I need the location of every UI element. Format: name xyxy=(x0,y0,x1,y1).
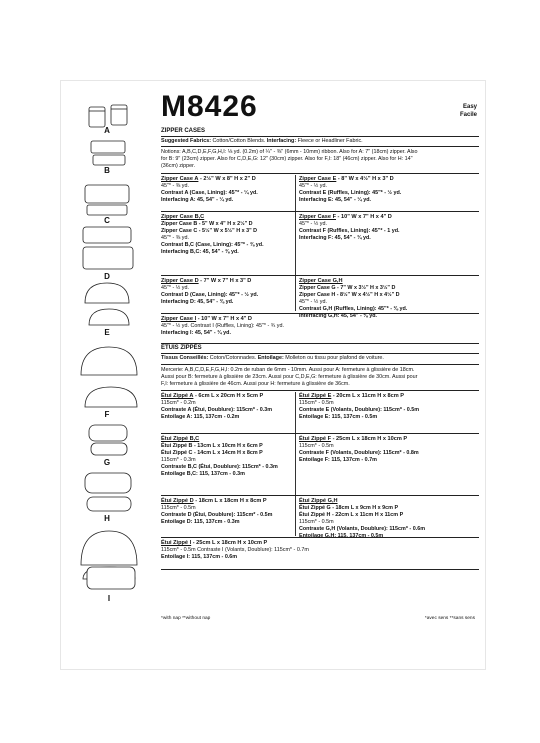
yardage-block xyxy=(161,436,278,478)
yardage-line: 45"* - ½ yd. xyxy=(299,299,327,305)
divider xyxy=(161,343,479,344)
divider xyxy=(161,353,479,354)
yardage-block-title: Étui Zippé B,C xyxy=(161,436,200,442)
yardage-line: Entoilage E: 115, 137cm - 0.5m xyxy=(299,414,378,420)
yardage-block xyxy=(161,498,272,526)
yardage-block-title: Zipper Case A - 2½" W x 8" H x 2" D xyxy=(161,176,256,182)
yardage-line: Zipper Case C - 5½" W x 5½" H x 3" D xyxy=(161,228,258,234)
yardage-block xyxy=(161,176,258,204)
yardage-line: Zipper Case G - 7" W x 3½" H x 3½" D xyxy=(299,285,396,291)
yardage-line: Interfacing D: 45, 54" - ⅜ yd. xyxy=(161,299,234,305)
footnote-en: *with nap **without nap xyxy=(161,616,211,621)
yardage-line: Contraste A (Étui, Doublure): 115cm* - 0.3m xyxy=(161,407,273,413)
yardage-line: Contraste E (Volants, Doublure): 115cm* - 0.5m xyxy=(299,407,420,413)
yardage-block xyxy=(161,393,272,421)
yardage-block xyxy=(161,214,264,256)
case-f-sketch xyxy=(81,347,137,407)
yardage-line: Étui Zippé C - 14cm L x 14cm H x 8cm P xyxy=(161,450,263,456)
yardage-line: Entoilage D: 115, 137cm - 0.3m xyxy=(161,519,240,525)
case-b-sketch xyxy=(91,141,125,165)
case-g-sketch xyxy=(89,425,127,455)
yardage-block-title: Zipper Case G,H xyxy=(299,278,343,284)
column-divider xyxy=(295,392,296,536)
yardage-line: Contrast E (Ruffles, Lining): 45"* - ½ yd. xyxy=(299,190,402,196)
case-a-sketch xyxy=(89,105,127,127)
yardage-line: 115cm* - 0.5m xyxy=(161,505,196,511)
yardage-line: 115cm* - 0.3m xyxy=(161,457,196,463)
divider xyxy=(161,569,479,570)
mercerie: Mercerie: A,B,C,D,E,F,G,H,I: 0.2m de ruban de 6mm - 10mm. Aussi pour A: fermeture à glissière de 18cm. Aussi pour B: fermeture à glissière de 23cm. Aussi pour C,D,E,G: fermeture à glissière de 30cm. Aussi pour F,I: fermeture à glissière de 46cm. Aussi pour H: fermeture à glissière de 36cm. xyxy=(161,367,418,387)
yardage-block xyxy=(161,540,309,561)
yardage-block-title: Étui Zippé E - 20cm L x 11cm H x 8cm P xyxy=(299,393,404,399)
notions: Notions: A,B,C,D,E,F,G,H,I: ⅛ yd. (0.2m) of ¼" - ⅜" (6mm - 10mm) ribbon. Also for A: 7" (18cm) zipper. Also for B: 9" (23cm) zipper. Also for C,D,E,G: 12" (30cm) zipper. Also for F,I: 18" (46cm) zipper. Also for H: 14" (36cm) zipper. xyxy=(161,149,418,169)
yardage-line: Contraste B,C (Étui, Doublure): 115cm* - 0.3m xyxy=(161,464,278,470)
view-label-g: G xyxy=(103,458,111,467)
view-label-c: C xyxy=(104,216,110,225)
tissus-conseilles: Tissus Conseillés: Coton/Cotonnades. Entoilage: Molleton ou tissu pour plafond de voiture. xyxy=(161,355,384,361)
yardage-block xyxy=(299,436,419,464)
yardage-block xyxy=(299,214,400,242)
yardage-line: Interfacing B,C: 45, 54" - ⅜ yd. xyxy=(161,249,239,255)
yardage-block-title: Étui Zippé A - 6cm L x 20cm H x 5cm P xyxy=(161,393,264,399)
pattern-envelope-back xyxy=(60,80,486,670)
yardage-block-title: Étui Zippé I - 25cm L x 18cm H x 10cm P xyxy=(161,540,268,546)
case-c-sketch xyxy=(85,185,129,215)
view-label-i: I xyxy=(107,594,111,603)
view-label-e: E xyxy=(104,328,110,337)
case-i-sketch xyxy=(81,531,137,589)
section-title-fr: ÉTUIS ZIPPÉS xyxy=(161,345,202,351)
yardage-line: Entoilage A: 115, 137cm - 0.2m xyxy=(161,414,240,420)
yardage-block xyxy=(299,393,419,421)
divider xyxy=(161,433,479,434)
yardage-line: Étui Zippé H - 22cm L x 11cm H x 11cm P xyxy=(299,512,404,518)
yardage-block xyxy=(299,176,401,204)
yardage-line: Contrast B,C (Case, Lining): 45"* - ⅜ yd. xyxy=(161,242,264,248)
view-label-b: B xyxy=(104,166,110,175)
yardage-line: Interfacing G,H: 45, 54" - ⅜ yd. xyxy=(299,313,378,319)
yardage-line: Zipper Case H - 8½" W x 4½" H x 4½" D xyxy=(299,292,400,298)
yardage-block xyxy=(161,278,258,306)
yardage-line: Zipper Case B - 5" W x 4" H x 2½" D xyxy=(161,221,253,227)
yardage-line: Contrast A (Case, Lining): 45"* - ¼ yd. xyxy=(161,190,258,196)
yardage-block-title: Zipper Case F - 10" W x 7" H x 4" D xyxy=(299,214,392,220)
yardage-line: Entoilage G,H: 115, 137cm - 0.5m xyxy=(299,533,384,539)
view-label-d: D xyxy=(104,272,110,281)
yardage-line: 45"* - ½ yd. xyxy=(299,221,327,227)
divider xyxy=(161,364,479,365)
yardage-block-title: Étui Zippé F - 25cm L x 18cm H x 10cm P xyxy=(299,436,408,442)
yardage-line: Entoilage F: 115, 137cm - 0.7m xyxy=(299,457,377,463)
view-thumbnails xyxy=(61,81,161,671)
yardage-line: Interfacing I: 45, 54" - ¾ yd. xyxy=(161,330,231,336)
yardage-line: Contrast F (Ruffles, Lining): 45"* - 1 yd. xyxy=(299,228,400,234)
yardage-line: 115cm* - 0.2m xyxy=(161,400,196,406)
view-sketches xyxy=(61,81,161,671)
footnote-fr: *avec sens **sans sens xyxy=(424,616,475,621)
section-title-en: ZIPPER CASES xyxy=(161,128,206,134)
view-label-f: F xyxy=(104,410,110,419)
yardage-block xyxy=(299,498,425,540)
yardage-content xyxy=(161,81,483,671)
yardage-line: Contrast D (Case, Lining): 45"* - ½ yd. xyxy=(161,292,259,298)
yardage-block-title: Zipper Case E - 8" W x 4½" H x 3" D xyxy=(299,176,394,182)
divider xyxy=(161,275,479,276)
case-e-sketch xyxy=(85,283,129,325)
yardage-block xyxy=(161,316,284,337)
case-h-sketch xyxy=(85,473,131,511)
yardage-line: 45"* - ½ yd. xyxy=(161,285,189,291)
yardage-block-title: Zipper Case D - 7" W x 7" H x 3" D xyxy=(161,278,252,284)
view-label-h: H xyxy=(104,514,110,523)
yardage-line: 45"* - ⅜ yd. xyxy=(161,235,189,241)
divider xyxy=(161,495,479,496)
yardage-block-title: Étui Zippé G,H xyxy=(299,498,338,504)
suggested-fabrics: Suggested Fabrics: Cotton/Cotton Blends. Interfacing: Fleece or Headliner Fabric. xyxy=(161,138,363,144)
column-divider xyxy=(295,175,296,311)
yardage-line: Interfacing E: 45, 54" - ¼ yd. xyxy=(299,197,372,203)
divider xyxy=(161,390,479,391)
yardage-line: Interfacing A: 45, 54" - ¼ yd. xyxy=(161,197,234,203)
divider xyxy=(161,146,479,147)
yardage-block-title: Étui Zippé D - 18cm L x 18cm H x 8cm P xyxy=(161,498,267,504)
yardage-line: 115cm* - 0.5m xyxy=(299,443,334,449)
divider xyxy=(161,211,479,212)
yardage-block-title: Zipper Case B,C xyxy=(161,214,205,220)
yardage-line: Interfacing F: 45, 54" - ¾ yd. xyxy=(299,235,371,241)
yardage-line: Contraste G,H (Volants, Doublure): 115cm* - 0.6m xyxy=(299,526,426,532)
level-fr: Facile xyxy=(459,112,477,118)
yardage-block-title: Zipper Case I - 10" W x 7" H x 4" D xyxy=(161,316,252,322)
yardage-line: 115cm* - 0.5m xyxy=(299,519,334,525)
yardage-line: Contraste D (Étui, Doublure): 115cm* - 0.5m xyxy=(161,512,273,518)
divider xyxy=(161,136,479,137)
yardage-line: 45"* - ⅜ yd. xyxy=(161,183,189,189)
pattern-number: M8426 xyxy=(161,90,258,123)
yardage-line: 45"* - ½ yd. Contrast I (Ruffles, Lining): 45"* - ¾ yd. xyxy=(161,323,284,329)
yardage-line: Contrast G,H (Ruffles, Lining): 45"* - ⅜ yd. xyxy=(299,306,408,312)
divider xyxy=(161,173,479,174)
yardage-line: 45"* - ½ yd. xyxy=(299,183,327,189)
view-label-a: A xyxy=(104,126,110,135)
difficulty-level xyxy=(460,103,477,119)
yardage-line: 115cm* - 0.5m xyxy=(299,400,334,406)
yardage-line: Entoilage B,C: 115, 137cm - 0.3m xyxy=(161,471,245,477)
level-en: Easy xyxy=(462,104,477,110)
yardage-line: 115cm* - 0.5m Contraste I (Volants, Doublure): 115cm* - 0.7m xyxy=(161,547,309,553)
yardage-line: Étui Zippé B - 13cm L x 10cm H x 6cm P xyxy=(161,443,263,449)
yardage-block xyxy=(299,278,407,320)
yardage-line: Entoilage I: 115, 137cm - 0.6m xyxy=(161,554,238,560)
yardage-line: Contraste F (Volants, Doublure): 115cm* - 0.8m xyxy=(299,450,419,456)
case-d-sketch xyxy=(83,227,133,269)
yardage-line: Étui Zippé G - 18cm L x 9cm H x 9cm P xyxy=(299,505,399,511)
